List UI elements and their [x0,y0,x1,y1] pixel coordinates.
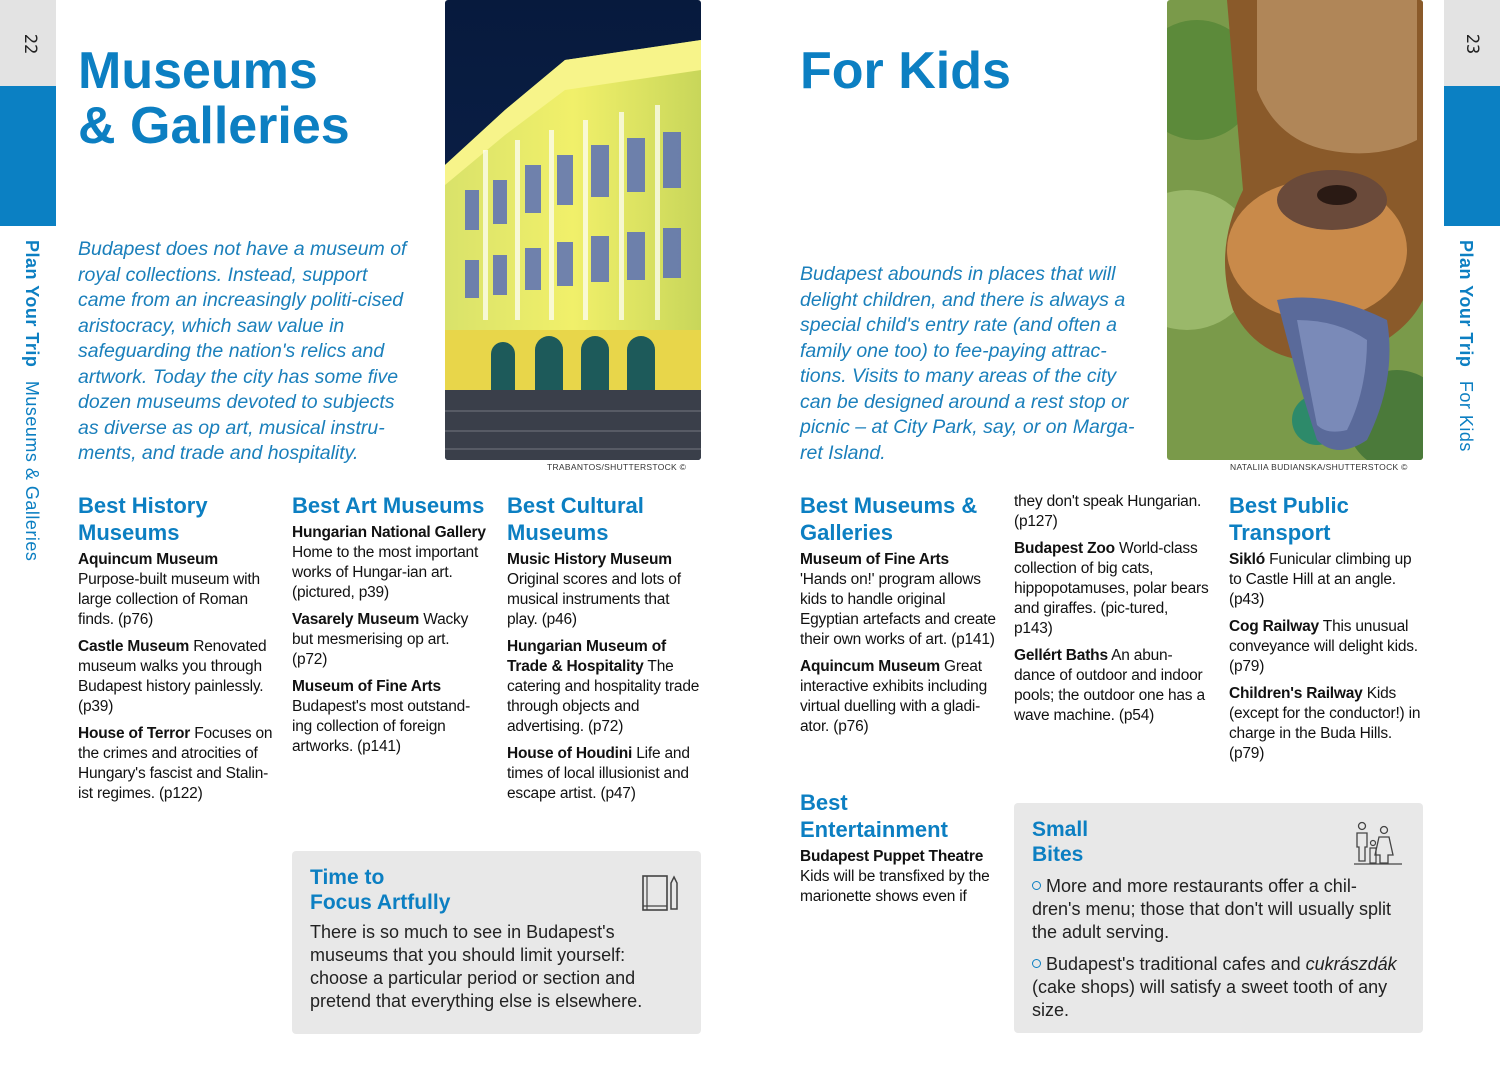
page-number-right: 23 [1462,33,1483,55]
column-kids-transport [1229,492,1425,771]
list-item: Hungarian National Gallery Home to the most important works of Hungar-ian art. (pictured, p39) [292,524,486,601]
bullet-icon [1032,881,1041,890]
heading-cultural: Best Cultural Museums [507,493,644,545]
giraffe-photo [1167,0,1423,460]
list-item: House of Terror Focuses on the crimes and atrocities of Hungary's fascist and Stalin-ist regimes. (p122) [78,725,273,802]
list-item: Hungarian Museum of Trade & Hospitality The catering and hospitality trade through objects and advertising. (p72) [507,638,700,735]
book-and-pen-icon [641,873,681,913]
column-cultural [507,492,703,811]
heading-history: Best History Museums [78,493,208,545]
page-tab-blue-left [0,86,56,226]
tip-box-title: Time to Focus Artfully [310,866,451,914]
column-kids-entertainment [800,789,996,914]
list-item: Aquincum Museum Purpose-built museum with large collection of Roman finds. (p76) [78,551,260,628]
column-kids-middle [1014,492,1210,733]
tip-box-small-bites [1014,803,1423,1033]
list-item: Budapest Zoo World-class collection of big cats, hippopotamuses, polar bears and giraffes. (pic-tured, p143) [1014,540,1209,637]
list-item: Children's Railway Kids (except for the conductor!) in charge in the Buda Hills. (p79) [1229,685,1421,762]
page-tab-blue-right [1444,86,1500,226]
intro-text-museums: Budapest does not have a museum of royal collections. Instead, support came from an increasingly politi-cised aristocracy, which saw value in safeguarding the nation's relics and artwork. Today the city has some five dozen museums devoted to subjects as diverse as op art, musical instru-ments, and trade and hospitality. [78,238,407,464]
heading-kids-entertainment: Best Entertainment [800,790,948,842]
tip-box-text: There is so much to see in Budapest's museums that you should limit yourself: choose a particular period or section and pretend that everything else is elsewhere. [310,922,643,1011]
intro-text-kids: Budapest abounds in places that will delight children, and there is always a special child's entry rate (and often a family one too) to fee-paying attrac-tions. Visits to many areas of the city can be designed around a rest stop or picnic – at City Park, say, or on Marga-ret Island. [800,263,1135,464]
list-item: Aquincum Museum Great interactive exhibits including virtual duelling with a gladi-ator. (p76) [800,658,987,735]
family-icon [1354,821,1402,865]
page-title-museums [78,44,350,154]
giraffe-illustration [1167,0,1423,460]
list-item: Gellért Baths An abun-dance of outdoor and indoor pools; the outdoor one has a wave machine. (p54) [1014,647,1205,724]
tip-bullet-2: Budapest's traditional cafes and cukrászdák (cake shops) will satisfy a sweet tooth of any size. [1032,954,1397,1020]
list-item: Vasarely Museum Wacky but mesmerising op art. (p72) [292,611,469,668]
section-label-right [1455,240,1476,452]
column-kids-museums [800,492,996,744]
castle-illustration [445,0,701,460]
list-item: Museum of Fine Arts 'Hands on!' program allows kids to handle original Egyptian artefacts and create their own works of art. (p141) [800,551,996,648]
heading-kids-transport: Best Public Transport [1229,493,1349,545]
title-line-2: & Galleries [78,97,350,155]
section-label-sub: Museums & Galleries [22,380,42,562]
section-label-main: Plan Your Trip [22,240,42,368]
page-title-for-kids: For Kids [800,42,1011,100]
list-item: Sikló Funicular climbing up to Castle Hill at an angle. (p43) [1229,551,1412,608]
list-item: Castle Museum Renovated museum walks you through Budapest history painlessly. (p39) [78,638,267,715]
list-item: Music History Museum Original scores and lots of musical instruments that play. (p46) [507,551,681,628]
section-label-left [21,240,42,561]
heading-kids-museums: Best Museums & Galleries [800,493,978,545]
list-item: Budapest Puppet Theatre Kids will be transfixed by the marionette shows even if [800,848,990,905]
title-line-1: Museums [78,42,318,100]
photo-credit-right: NATALIIA BUDIANSKA/SHUTTERSTOCK © [1230,462,1408,472]
tip-bullet-1: More and more restaurants offer a chil-dren's menu; those that don't will usually split the adult serving. [1032,876,1392,942]
bullet-icon [1032,959,1041,968]
section-label-main: Plan Your Trip [1456,240,1476,368]
heading-art: Best Art Museums [292,493,485,518]
tip-box-time-to-focus [292,851,701,1034]
list-item: House of Houdini Life and times of local illusionist and escape artist. (p47) [507,745,690,802]
list-item: Museum of Fine Arts Budapest's most outstand-ing collection of foreign artworks. (p141) [292,678,471,755]
castle-photo [445,0,701,460]
tip-box-title: Small Bites [1032,818,1089,866]
continued-text: they don't speak Hungarian. (p127) [1014,493,1202,530]
section-label-sub: For Kids [1456,380,1476,452]
column-art [292,492,488,764]
page-number-left: 22 [20,33,41,55]
list-item: Cog Railway This unusual conveyance will delight kids. (p79) [1229,618,1418,675]
column-history [78,492,274,811]
photo-credit-left: TRABANTOS/SHUTTERSTOCK © [547,462,687,472]
